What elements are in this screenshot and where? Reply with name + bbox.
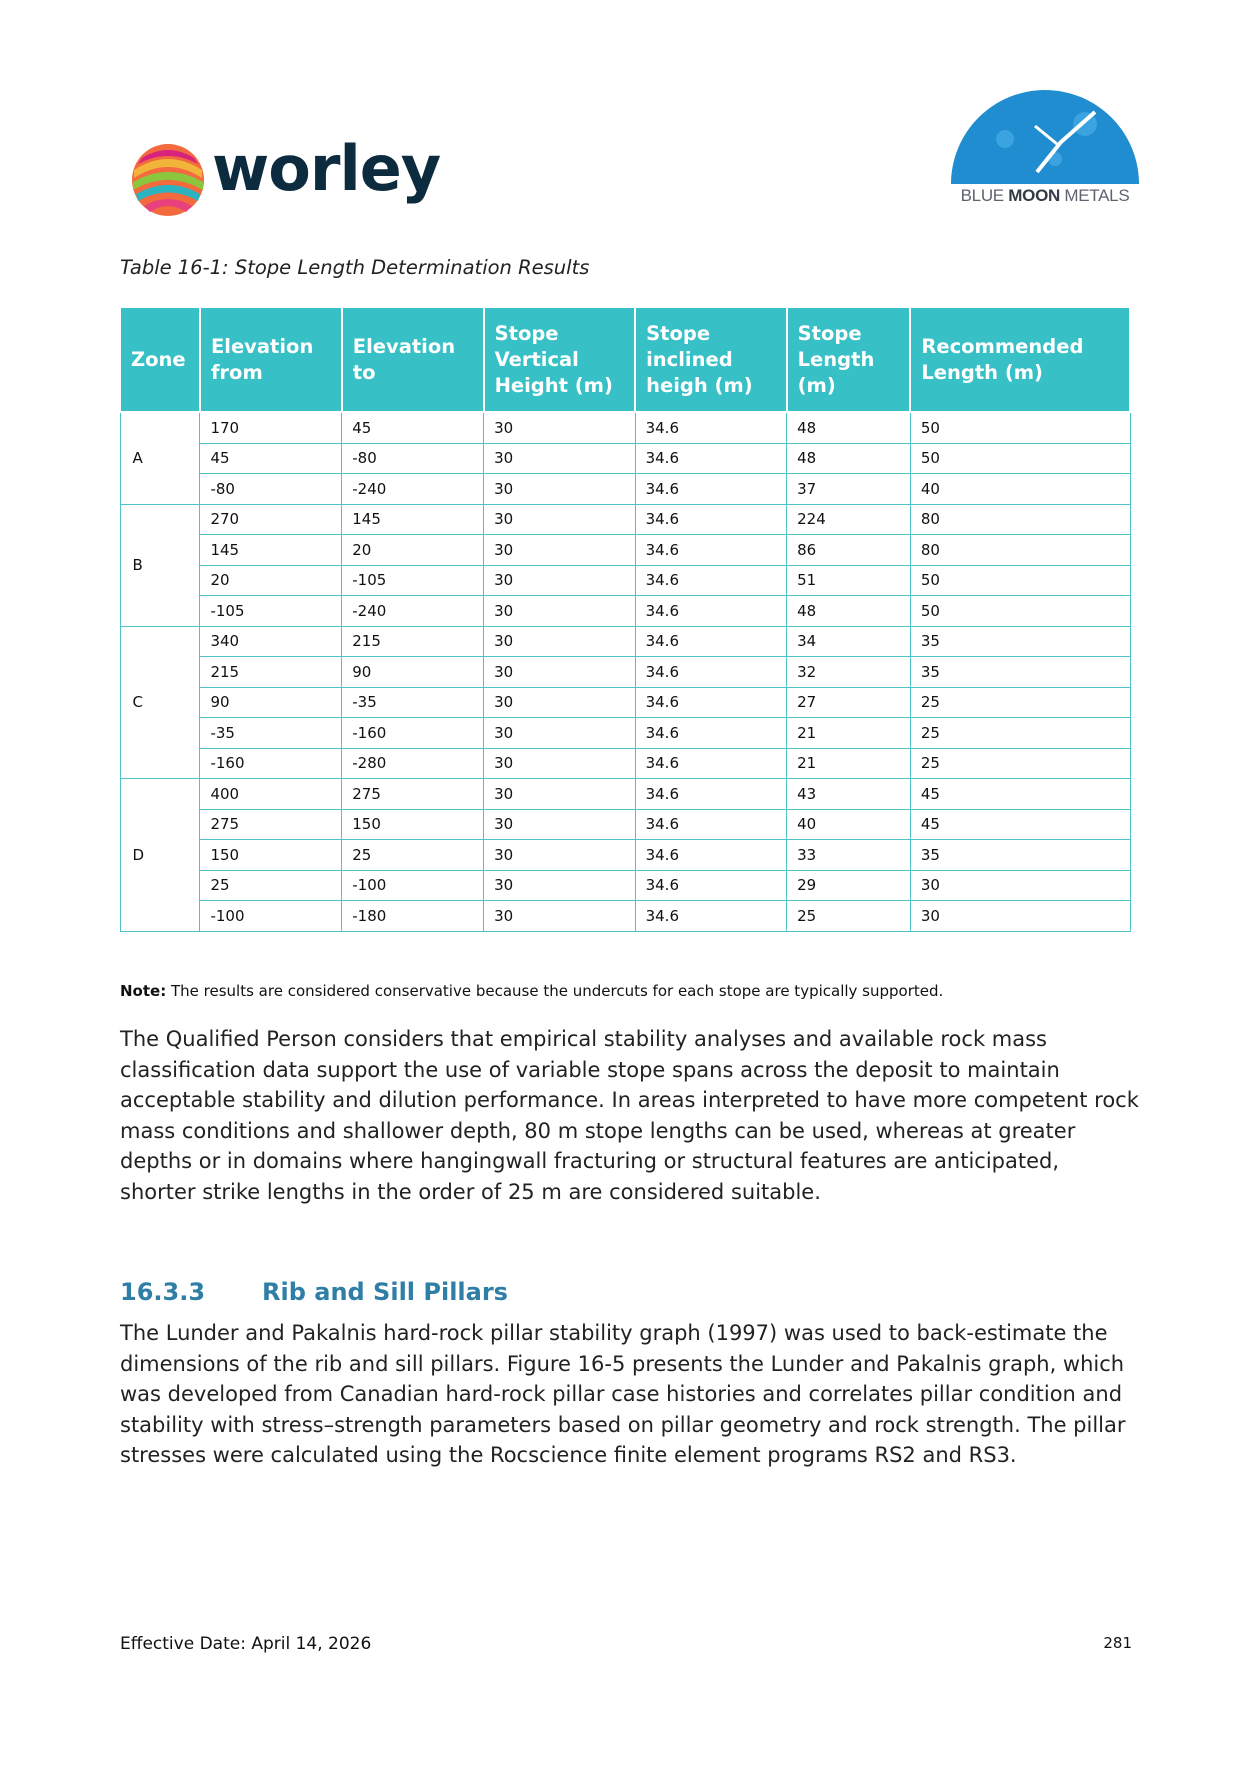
table-cell: 51 [787,565,911,596]
table-cell: 34.6 [635,748,787,779]
brand-word-moon: MOON [1008,186,1060,205]
table-cell: 21 [787,718,911,749]
table-row [120,687,1130,718]
table-cell: 45 [342,412,484,443]
table-cell: 25 [342,840,484,871]
table-cell: -105 [200,596,342,627]
table-cell: 170 [200,412,342,443]
table-cell: 34.6 [635,779,787,810]
section-number: 16.3.3 [120,1278,206,1306]
table-row [120,565,1130,596]
table-cell: -100 [200,901,342,932]
zone-cell: D [120,779,200,932]
brand-word-metals: METALS [1064,186,1130,205]
table-cell: 48 [787,596,911,627]
table-cell: 25 [910,718,1130,749]
worley-wordmark: worley [212,132,441,205]
brand-word-blue: BLUE [960,186,1004,205]
table-cell: 30 [484,779,636,810]
table-row [120,779,1130,810]
table-cell: -240 [342,474,484,505]
table-row [120,412,1130,443]
table-cell: 34.6 [635,596,787,627]
section-title: Rib and Sill Pillars [262,1278,508,1306]
table-cell: 25 [200,870,342,901]
table-cell: 35 [910,657,1130,688]
table-cell: -35 [342,687,484,718]
table-cell: 30 [484,687,636,718]
table-cell: 35 [910,626,1130,657]
table-cell: -160 [200,748,342,779]
table-cell: 29 [787,870,911,901]
col-header-inclined-height: Stope inclined heigh (m) [635,307,787,412]
table-cell: 43 [787,779,911,810]
table-cell: 275 [200,809,342,840]
table-cell: 275 [342,779,484,810]
table-cell: 33 [787,840,911,871]
table-cell: 30 [484,840,636,871]
table-cell: 30 [484,657,636,688]
table-row [120,870,1130,901]
body-paragraph-2: The Lunder and Pakalnis hard-rock pillar stability graph (1997) was used to back-estimate the dimensions of the rib and sill pillars. Figure 16-5 presents the Lunder and Pakalnis graph, which was developed from Canadian hard-rock pillar case histories and correlates pillar condition and stability with stress–strength parameters based on pillar geometry and rock strength. The pillar stresses were calculated using the Rocscience finite element programs RS2 and RS3. [120,1321,1126,1467]
table-cell: 21 [787,748,911,779]
brand-name [945,186,1145,206]
zone-cell: C [120,626,200,779]
table-cell: 224 [787,504,911,535]
table-body [120,412,1130,931]
table-cell: 34.6 [635,657,787,688]
table-cell: 50 [910,443,1130,474]
table-cell: 25 [910,748,1130,779]
table-cell: 150 [200,840,342,871]
footer-effective-date: Effective Date: April 14, 2026 [120,1634,372,1654]
table-cell: 34.6 [635,809,787,840]
table-cell: 215 [200,657,342,688]
table-cell: 30 [484,443,636,474]
table-cell: 37 [787,474,911,505]
section-heading [120,1278,508,1306]
table-cell: 50 [910,412,1130,443]
table-cell: -240 [342,596,484,627]
col-header-zone: Zone [120,307,200,412]
table-cell: 34.6 [635,565,787,596]
note-label: Note: [120,982,167,1000]
table-cell: 48 [787,443,911,474]
table-cell: 30 [484,718,636,749]
table-row [120,718,1130,749]
table-cell: 30 [484,901,636,932]
table-row [120,474,1130,505]
table-cell: 34.6 [635,474,787,505]
table-note [120,982,943,1000]
table-cell: 30 [910,901,1130,932]
table-cell: 32 [787,657,911,688]
col-header-stope-length: Stope Length (m) [787,307,911,412]
table-caption: Table 16-1: Stope Length Determination Results [120,256,590,279]
table-cell: 340 [200,626,342,657]
stope-length-table [119,306,1131,932]
table-cell: -80 [342,443,484,474]
table-cell: 34.6 [635,535,787,566]
table-cell: 27 [787,687,911,718]
zone-cell: B [120,504,200,626]
table-cell: 90 [200,687,342,718]
table-cell: 34.6 [635,687,787,718]
col-header-recommended-length: Recommended Length (m) [910,307,1130,412]
table-cell: 50 [910,596,1130,627]
table-cell: 30 [484,596,636,627]
blue-moon-metals-logo [945,84,1145,214]
table-cell: -105 [342,565,484,596]
footer-page-number: 281 [1103,1634,1132,1652]
table-cell: 40 [910,474,1130,505]
table-cell: 145 [200,535,342,566]
table-cell: 30 [484,474,636,505]
table-row [120,504,1130,535]
table-cell: 45 [910,779,1130,810]
table-cell: 30 [484,412,636,443]
table-cell: 45 [200,443,342,474]
worley-logo [128,132,468,228]
table-cell: 34.6 [635,870,787,901]
table-cell: 35 [910,840,1130,871]
table-cell: 400 [200,779,342,810]
table-cell: 48 [787,412,911,443]
table-cell: 34.6 [635,443,787,474]
table-cell: 34.6 [635,626,787,657]
table-cell: -100 [342,870,484,901]
table-cell: 215 [342,626,484,657]
table-cell: 34.6 [635,504,787,535]
table-row [120,443,1130,474]
table-cell: 30 [484,748,636,779]
table-cell: 30 [484,535,636,566]
col-header-vertical-height: Stope Vertical Height (m) [484,307,636,412]
table-cell: 86 [787,535,911,566]
col-header-elevation-to: Elevation to [342,307,484,412]
zone-cell: A [120,412,200,504]
table-cell: 30 [484,870,636,901]
col-header-elevation-from: Elevation from [200,307,342,412]
table-cell: 30 [484,809,636,840]
table-cell: 34.6 [635,840,787,871]
table-cell: 25 [787,901,911,932]
table-cell: -80 [200,474,342,505]
table-row [120,840,1130,871]
table-cell: 25 [910,687,1130,718]
table-row [120,809,1130,840]
table-cell: 270 [200,504,342,535]
table-cell: 30 [910,870,1130,901]
note-text: The results are considered conservative because the undercuts for each stope are typically supported. [170,982,944,1000]
table-cell: 50 [910,565,1130,596]
table-row [120,535,1130,566]
table-cell: 30 [484,565,636,596]
table-cell: 40 [787,809,911,840]
table-row [120,657,1130,688]
table-cell: 45 [910,809,1130,840]
table-cell: 80 [910,535,1130,566]
table-cell: 20 [342,535,484,566]
table-cell: -180 [342,901,484,932]
table-cell: 90 [342,657,484,688]
table-cell: 20 [200,565,342,596]
worley-swirl-icon [128,140,208,220]
table-row [120,596,1130,627]
table-cell: 145 [342,504,484,535]
table-cell: 150 [342,809,484,840]
table-row [120,901,1130,932]
table-row [120,626,1130,657]
table-cell: 34.6 [635,412,787,443]
table-header-row [120,307,1130,412]
table-cell: 30 [484,626,636,657]
table-cell: 34 [787,626,911,657]
table-cell: 34.6 [635,718,787,749]
body-paragraph-1: The Qualified Person considers that empirical stability analyses and available rock mass classification data support the use of variable stope spans across the deposit to maintain acceptable stability and dilution performance. In areas interpreted to have more competent rock mass conditions and shallower depth, 80 m stope lengths can be used, whereas at greater depths or in domains where hangingwall fracturing or structural features are anticipated, shorter strike lengths in the order of 25 m are considered suitable. [120,1027,1139,1204]
table-cell: -280 [342,748,484,779]
table-cell: 30 [484,504,636,535]
table-row [120,748,1130,779]
table-cell: -160 [342,718,484,749]
table-cell: 34.6 [635,901,787,932]
table-cell: 80 [910,504,1130,535]
moon-dome-icon [945,84,1145,184]
table-cell: -35 [200,718,342,749]
